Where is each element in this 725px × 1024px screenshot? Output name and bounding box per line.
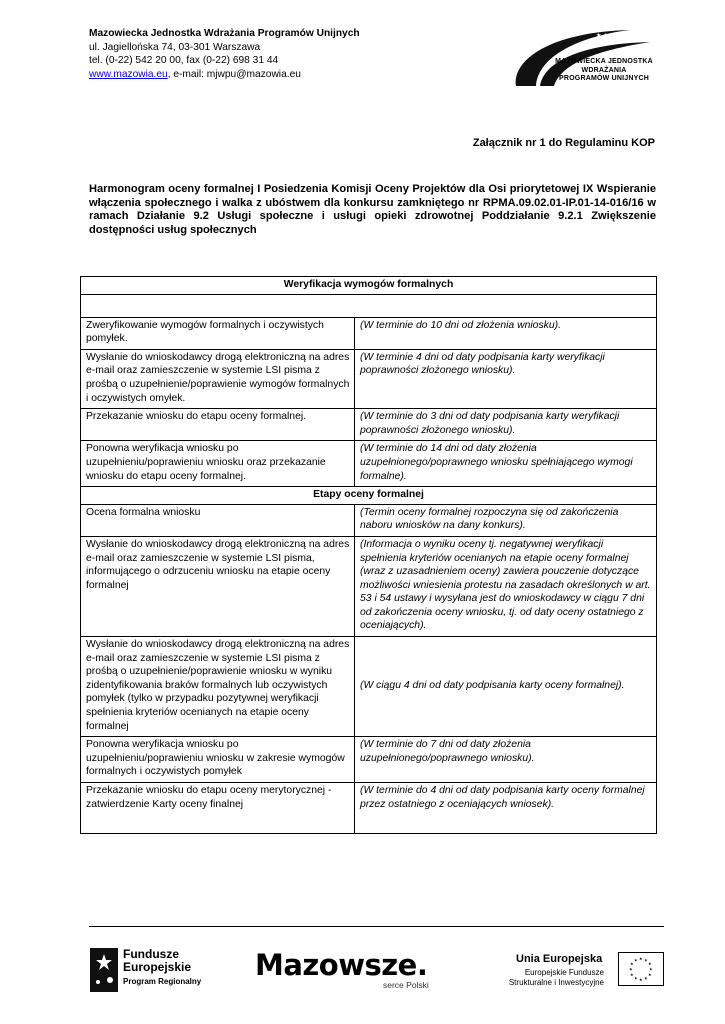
mjwpu-logo xyxy=(510,22,660,94)
action-cell: Przekazanie wniosku do etapu oceny merytorycznej - zatwierdzenie Karty oceny finalnej xyxy=(81,783,355,834)
schedule-table xyxy=(80,276,657,834)
annex-label: Załącznik nr 1 do Regulaminu KOP xyxy=(472,137,655,149)
term-cell: (W terminie 4 dni od daty podpisania karty weryfikacji poprawności złożonego wniosku). xyxy=(355,349,657,408)
action-cell: Wysłanie do wnioskodawcy drogą elektroniczną na adres e-mail oraz zamieszczenie w systemie LSI pisma, informującego o odrzuceniu wniosku na etapie oceny formalnej xyxy=(81,536,355,636)
action-cell: Przekazanie wniosku do etapu oceny formalnej. xyxy=(81,409,355,441)
empty-row xyxy=(81,294,657,317)
fe-line: Fundusze xyxy=(123,947,179,961)
svg-text:★: ★ xyxy=(648,961,652,966)
logo-line: MAZOWIECKA JEDNOSTKA xyxy=(555,58,653,65)
fe-star-icon xyxy=(90,948,118,992)
header-contact xyxy=(89,27,360,81)
svg-text:★: ★ xyxy=(649,966,653,972)
term-cell: (Informacja o wyniku oceny tj. negatywnej weryfikacji spełnienia kryteriów ocenianych na etapie oceny formalnej (wraz z uzasadnieniem oceny) zawiera pouczenie dotyczące możliwości wniesienia protestu na zasadach określonych w art. 53 i 54 ustawy i wysyłana jest do wnioskodawcy w ciągu 7 dni od zakończenia oceny wniosku, tj. od daty oceny ostatniego z oceniających). xyxy=(355,536,657,636)
address: ul. Jagiellońska 74, 03-301 Warszawa xyxy=(89,41,261,53)
svg-text:★: ★ xyxy=(644,975,648,981)
term-cell: (W terminie do 3 dni od daty podpisania karty weryfikacji poprawności złożonego wniosku). xyxy=(355,409,657,441)
section-title: Etapy oceny formalnej xyxy=(81,487,657,505)
term-cell: (W terminie do 10 dni od złożenia wniosku). xyxy=(355,317,657,349)
footer-divider xyxy=(89,926,664,927)
fundusze-europejskie-logo xyxy=(90,946,220,996)
action-cell: Ponowna weryfikacja wniosku po uzupełnieniu/poprawieniu wniosku oraz przekazanie wniosku do etapu oceny formalnej. xyxy=(81,441,355,487)
eu-title: Unia Europejska xyxy=(516,953,603,965)
table-row xyxy=(81,409,657,441)
svg-text:★ ★ ★: ★ ★ ★ xyxy=(596,32,616,39)
eu-logo xyxy=(508,952,658,992)
email-text: , e-mail: mjwpu@mazowia.eu xyxy=(167,68,301,80)
website-link[interactable]: www.mazowia.eu xyxy=(89,68,168,80)
mazowsze-wordmark: Mazowsze. xyxy=(255,948,428,982)
table-row xyxy=(81,737,657,783)
document-title: Harmonogram oceny formalnej I Posiedzenia Komisji Oceny Projektów dla Osi priorytetowej IX Wspieranie włączenia społecznego i walka z ubóstwem dla konkursu zamkniętego nr RPMA.09.02.01-IP.01-14-016/16 w ramach Działanie 9.2 Usługi społeczne i usługi opieki zdrowotnej Poddziałanie 9.2.1 Zwiększenie dostępności usług społecznych xyxy=(89,183,656,236)
logo-text xyxy=(552,58,656,84)
action-cell: Ocena formalna wniosku xyxy=(81,504,355,536)
eu-subtitle xyxy=(474,968,604,988)
logo-line: PROGRAMÓW UNIJNYCH xyxy=(559,75,649,83)
term-cell: (W ciągu 4 dni od daty podpisania karty oceny formalnej). xyxy=(355,637,657,737)
section-header-row xyxy=(81,487,657,505)
table-row xyxy=(81,637,657,737)
action-cell: Ponowna weryfikacja wniosku po uzupełnieniu/poprawieniu wniosku w zakresie wymogów formalnych i oczywistych pomyłek xyxy=(81,737,355,783)
eu-line: Europejskie Fundusze xyxy=(524,968,604,977)
table-row xyxy=(81,536,657,636)
section-title: Weryfikacja wymogów formalnych xyxy=(81,277,657,295)
svg-text:★: ★ xyxy=(630,961,634,966)
mazowsze-tagline: serce Polski xyxy=(383,980,429,990)
svg-text:★: ★ xyxy=(644,957,648,963)
term-cell: (W terminie do 4 dni od daty podpisania karty oceny formalnej przez ostatniego z oceniających wniosek). xyxy=(355,783,657,834)
eu-stars-icon xyxy=(619,953,663,985)
term-cell: (W terminie do 7 dni od daty złożenia uzupełnionego/poprawnego wniosku). xyxy=(355,737,657,783)
logo-line: WDRAŻANIA xyxy=(581,66,627,74)
svg-text:★: ★ xyxy=(630,972,634,977)
section-header-row xyxy=(81,277,657,295)
table-row xyxy=(81,504,657,536)
table-row xyxy=(81,349,657,408)
term-cell: (Termin oceny formalnej rozpoczyna się od zakończenia naboru wniosków na dany konkurs). xyxy=(355,504,657,536)
svg-text:★: ★ xyxy=(634,957,638,963)
svg-text:★: ★ xyxy=(639,956,643,961)
svg-text:★: ★ xyxy=(629,966,633,972)
table-row xyxy=(81,317,657,349)
phone-fax: tel. (0-22) 542 20 00, fax (0-22) 698 31 44 xyxy=(89,55,279,67)
action-cell: Wysłanie do wnioskodawcy drogą elektroniczną na adres e-mail oraz zamieszczenie w systemie LSI pisma z prośbą o uzupełnienie/poprawienie wymogów formalnych i oczywistych omyłek. xyxy=(81,349,355,408)
term-cell: (W terminie do 14 dni od daty złożenia uzupełnionego/poprawnego wniosku spełniającego wymogi formalne). xyxy=(355,441,657,487)
table-row xyxy=(81,441,657,487)
svg-text:★: ★ xyxy=(634,975,638,981)
table-row xyxy=(81,783,657,834)
action-cell: Zweryfikowanie wymogów formalnych i oczywistych pomyłek. xyxy=(81,317,355,349)
web-email-line xyxy=(89,68,360,82)
action-cell: Wysłanie do wnioskodawcy drogą elektroniczną na adres e-mail oraz zamieszczenie w systemie LSI pisma z prośbą o uzupełnienie/poprawienie wniosku w wyniku zidentyfikowania braków formalnych lub oczywistych pomyłek (tylko w przypadku pozytywnej weryfikacji spełnienia kryteriów ocenianych na etapie oceny formalnej xyxy=(81,637,355,737)
empty-cell xyxy=(81,294,657,317)
svg-text:★: ★ xyxy=(648,972,652,977)
fe-subtitle: Program Regionalny xyxy=(123,977,202,986)
mazowsze-logo xyxy=(255,948,451,996)
svg-text:★: ★ xyxy=(639,977,643,982)
eu-flag-icon xyxy=(618,952,664,986)
organization-name: Mazowiecka Jednostka Wdrażania Programów Unijnych xyxy=(89,28,360,39)
fe-title xyxy=(123,948,191,974)
eu-line: Strukturalne i Inwestycyjne xyxy=(508,978,604,987)
fe-line: Europejskie xyxy=(123,960,192,974)
